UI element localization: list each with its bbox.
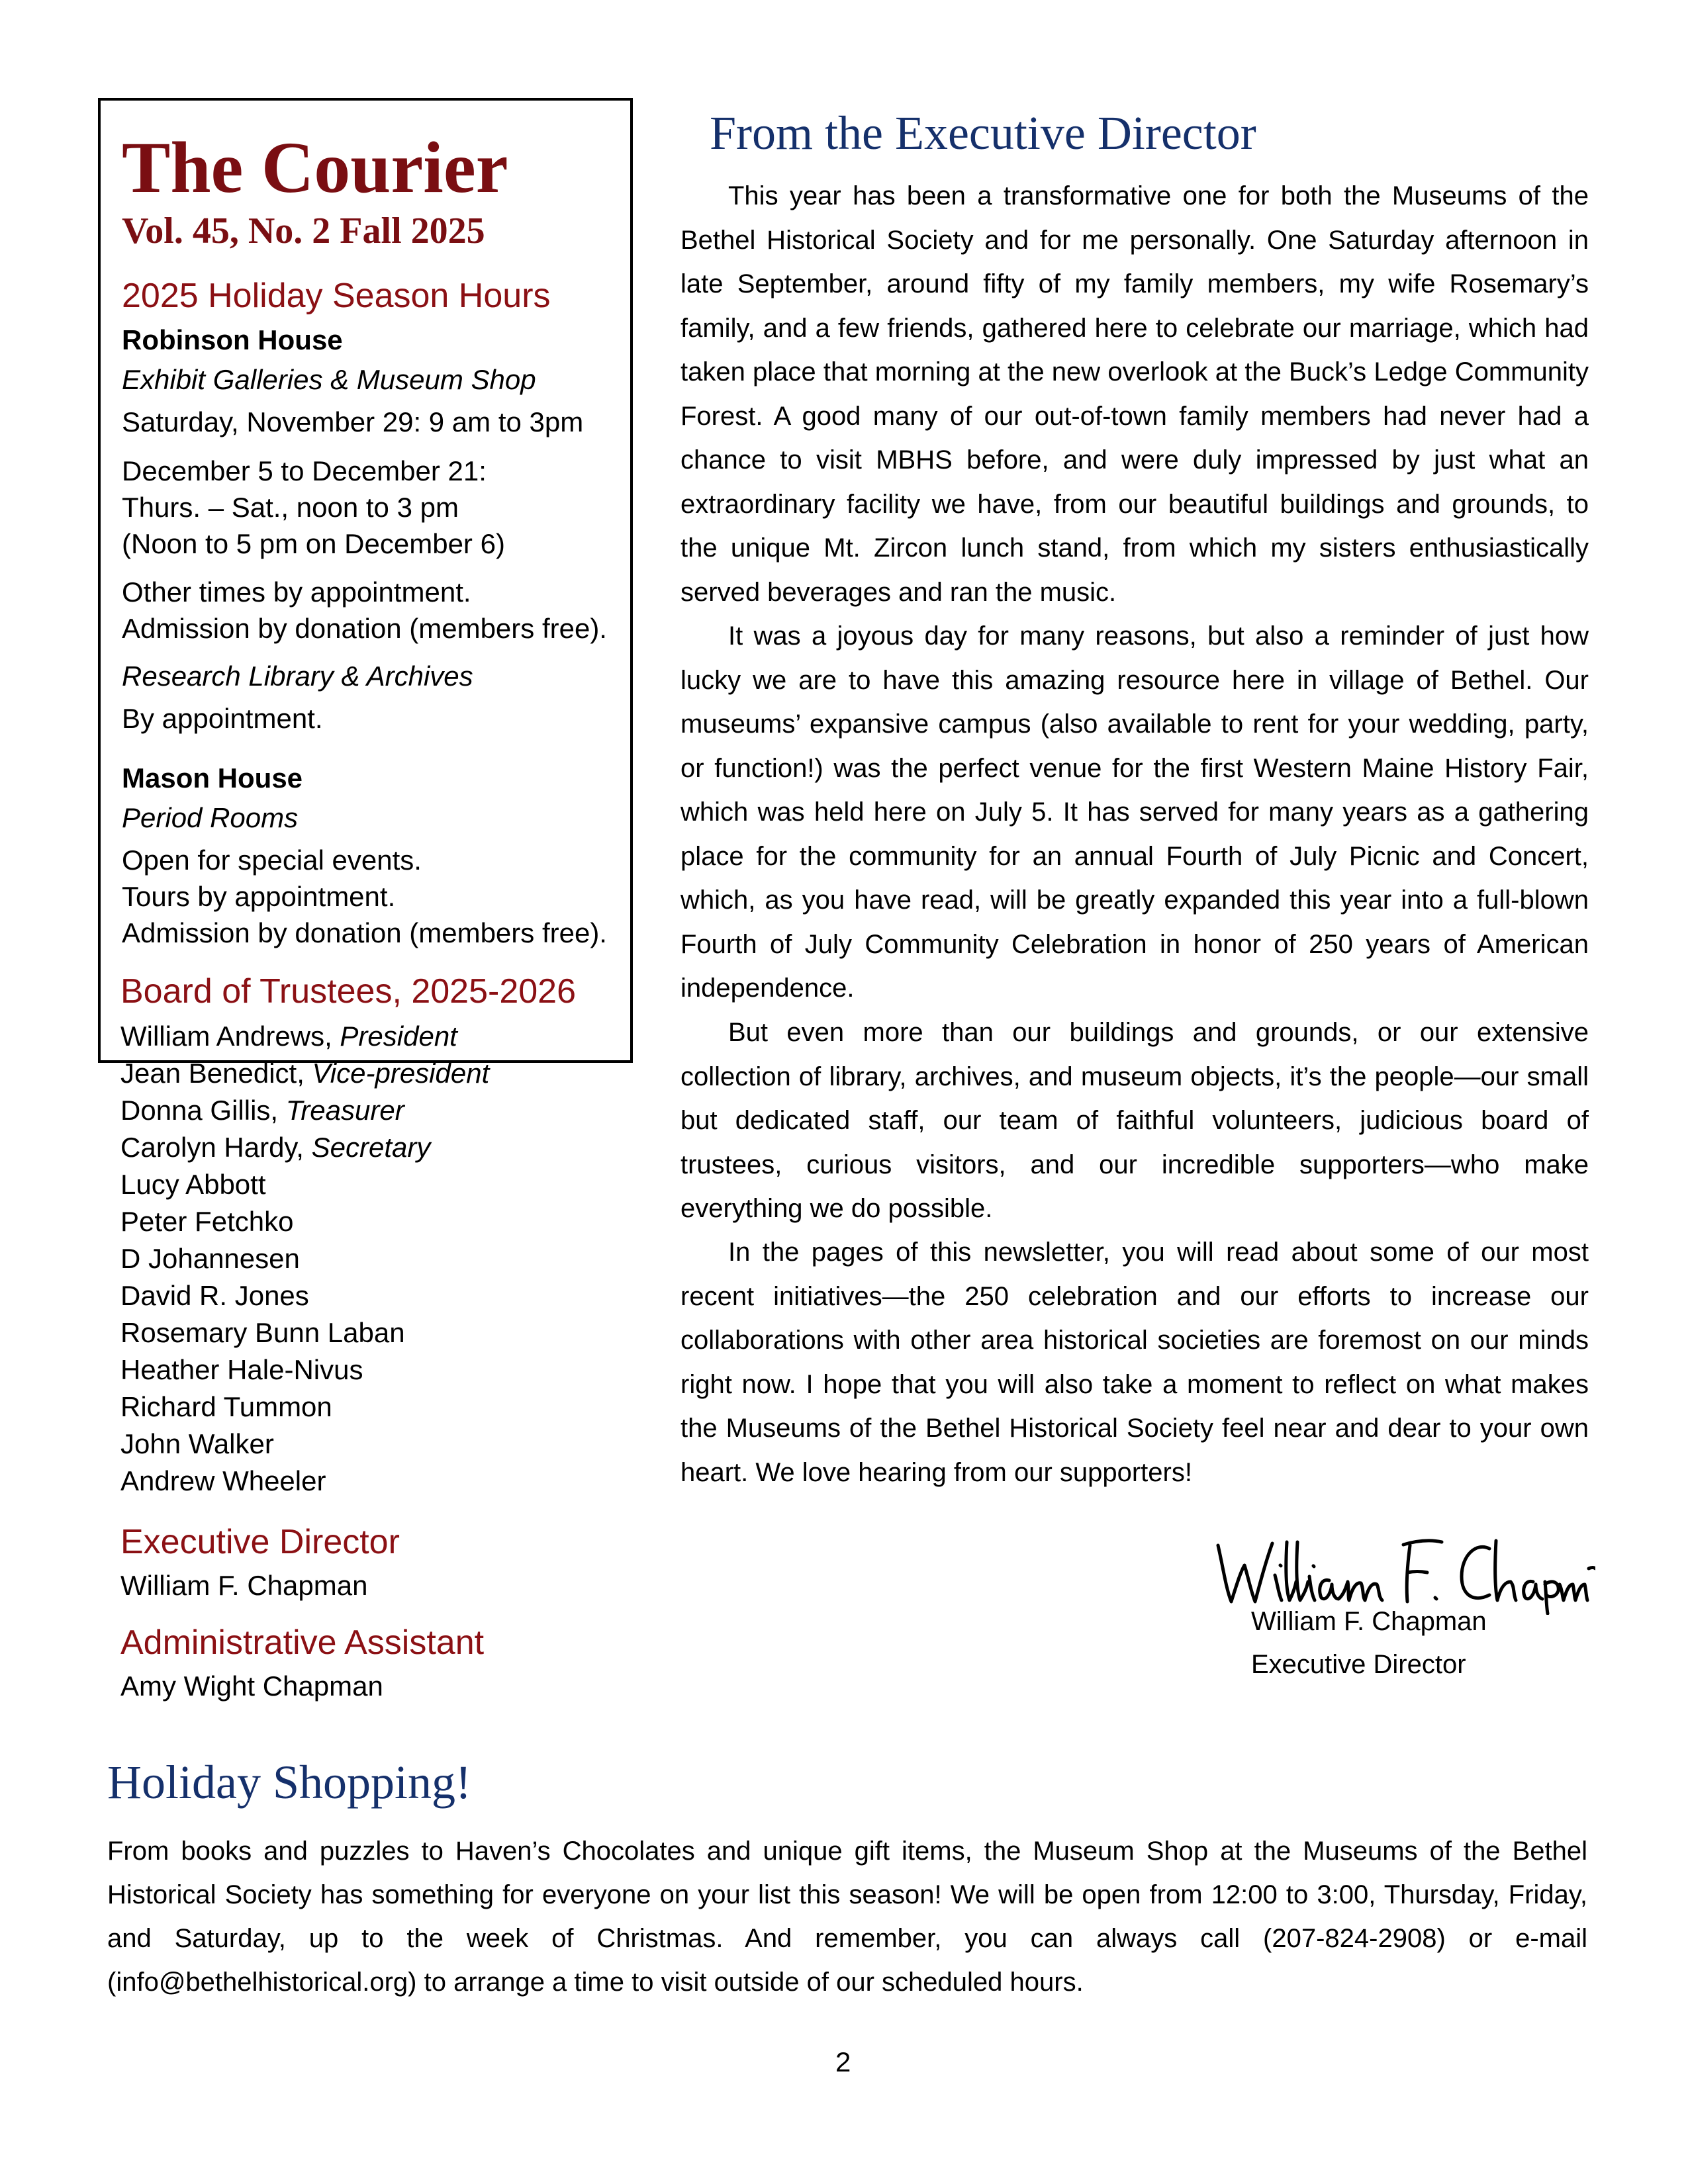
robinson-hours-line: (Noon to 5 pm on December 6) (122, 528, 505, 559)
board-member: Heather Hale-Nivus (120, 1354, 363, 1385)
board-member: D Johannesen (120, 1243, 300, 1274)
board-officer: Jean Benedict, Vice-president (120, 1058, 490, 1089)
board-officer: Carolyn Hardy, Secretary (120, 1132, 431, 1163)
robinson-subtitle: Exhibit Galleries & Museum Shop (122, 364, 536, 395)
board-member: Andrew Wheeler (120, 1465, 326, 1496)
board-member: Rosemary Bunn Laban (120, 1317, 405, 1348)
robinson-hours-line: December 5 to December 21: (122, 455, 487, 486)
holiday-title: Holiday Shopping! (107, 1756, 471, 1809)
board-member: John Walker (120, 1428, 274, 1459)
article-title: From the Executive Director (710, 107, 1256, 159)
newsletter-title: The Courier (122, 127, 508, 208)
board-officer: Donna Gillis, Treasurer (120, 1095, 404, 1126)
sidebar-box (98, 98, 633, 1063)
mason-subtitle: Period Rooms (122, 802, 299, 833)
volume-issue: Vol. 45, No. 2 Fall 2025 (122, 210, 485, 251)
article-paragraph: This year has been a transformative one for both the Museums of the Bethel Historical Society and for me personally. One Saturday afternoon in late September, around fifty of my family members, my wife Rosemary’s family, and a few friends, gathered here to celebrate our marriage, which had taken place that morning at the new overlook at the Buck’s Ledge Community Forest. A good many of our out-of-town family members had never had a chance to visit MBHS before, and were duly impressed by just what an extraordinary facility we have, from our beautiful buildings and grounds, to the unique Mt. Zircon lunch stand, from which my sisters enthusiastically served beverages and ran the music. (680, 181, 1589, 607)
library-subtitle: Research Library & Archives (122, 660, 473, 692)
holiday-body: From books and puzzles to Haven’s Chocolates and unique gift items, the Museum Shop at the Museums of the Bethel Historical Society has something for everyone on your list this season! We will be open from 12:00 to 3:00, Thursday, Friday, and Saturday, up to the week of Christmas. And remember, you can always call (207-824-2908) or e-mail (info@bethelhistorical.org) to arrange a time to visit outside of our scheduled hours. (107, 1837, 1587, 1997)
mason-house-name: Mason House (122, 762, 303, 794)
robinson-hours-line: Other times by appointment. (122, 576, 471, 608)
signatory-title: Executive Director (1251, 1650, 1466, 1679)
article-paragraph: It was a joyous day for many reasons, but also a reminder of just how lucky we are to have this amazing resource here in village of Bethel. Our museums’ expansive campus (also available to rent for your wedding, party, or function!) was the perfect venue for the first Western Maine History Fair, which was held here on July 5. It has served for many years as a gathering place for the community for an annual Fourth of July Picnic and Concert, which, as you have read, will be greatly expanded this year into a full-blown Fourth of July Community Celebration in honor of 250 years of American independence. (680, 621, 1589, 1003)
library-hours-line: By appointment. (122, 703, 323, 734)
mason-hours-line: Admission by donation (members free). (122, 917, 607, 948)
robinson-house-name: Robinson House (122, 324, 343, 355)
director-name: William F. Chapman (120, 1570, 368, 1601)
board-member: David R. Jones (120, 1280, 309, 1311)
mason-hours-line: Open for special events. (122, 844, 422, 876)
article-paragraph: In the pages of this newsletter, you will read about some of our most recent initiatives—the 250 celebration and our efforts to increase our collaborations with other area historical societies are foremost on our minds right now. I hope that you will also take a moment to reflect on what makes the Museums of the Bethel Historical Society feel near and dear to your own heart. We love hearing from our supporters! (680, 1238, 1589, 1487)
robinson-hours-line: Thurs. – Sat., noon to 3 pm (122, 492, 459, 523)
director-heading: Executive Director (120, 1523, 400, 1561)
board-member: Richard Tummon (120, 1391, 332, 1422)
article-paragraph: But even more than our buildings and grounds, or our extensive collection of library, archives, and museum objects, it’s the people—our small but dedicated staff, our team of faithful volunteers, judicious board of trustees, curious visitors, and our incredible supporters—who make everything we do possible. (680, 1018, 1589, 1223)
board-member: Peter Fetchko (120, 1206, 294, 1237)
page-number: 2 (835, 2046, 851, 2077)
mason-hours-line: Tours by appointment. (122, 881, 396, 912)
robinson-hours-line: Saturday, November 29: 9 am to 3pm (122, 406, 584, 437)
assistant-name: Amy Wight Chapman (120, 1670, 383, 1702)
assistant-heading: Administrative Assistant (120, 1623, 485, 1662)
board-officer: William Andrews, President (120, 1021, 457, 1052)
signature-image (1211, 1529, 1595, 1615)
hours-heading: 2025 Holiday Season Hours (122, 277, 551, 315)
robinson-hours-line: Admission by donation (members free). (122, 613, 607, 644)
board-heading: Board of Trustees, 2025-2026 (120, 972, 577, 1011)
signatory-name: William F. Chapman (1251, 1607, 1487, 1636)
board-member: Lucy Abbott (120, 1169, 266, 1200)
